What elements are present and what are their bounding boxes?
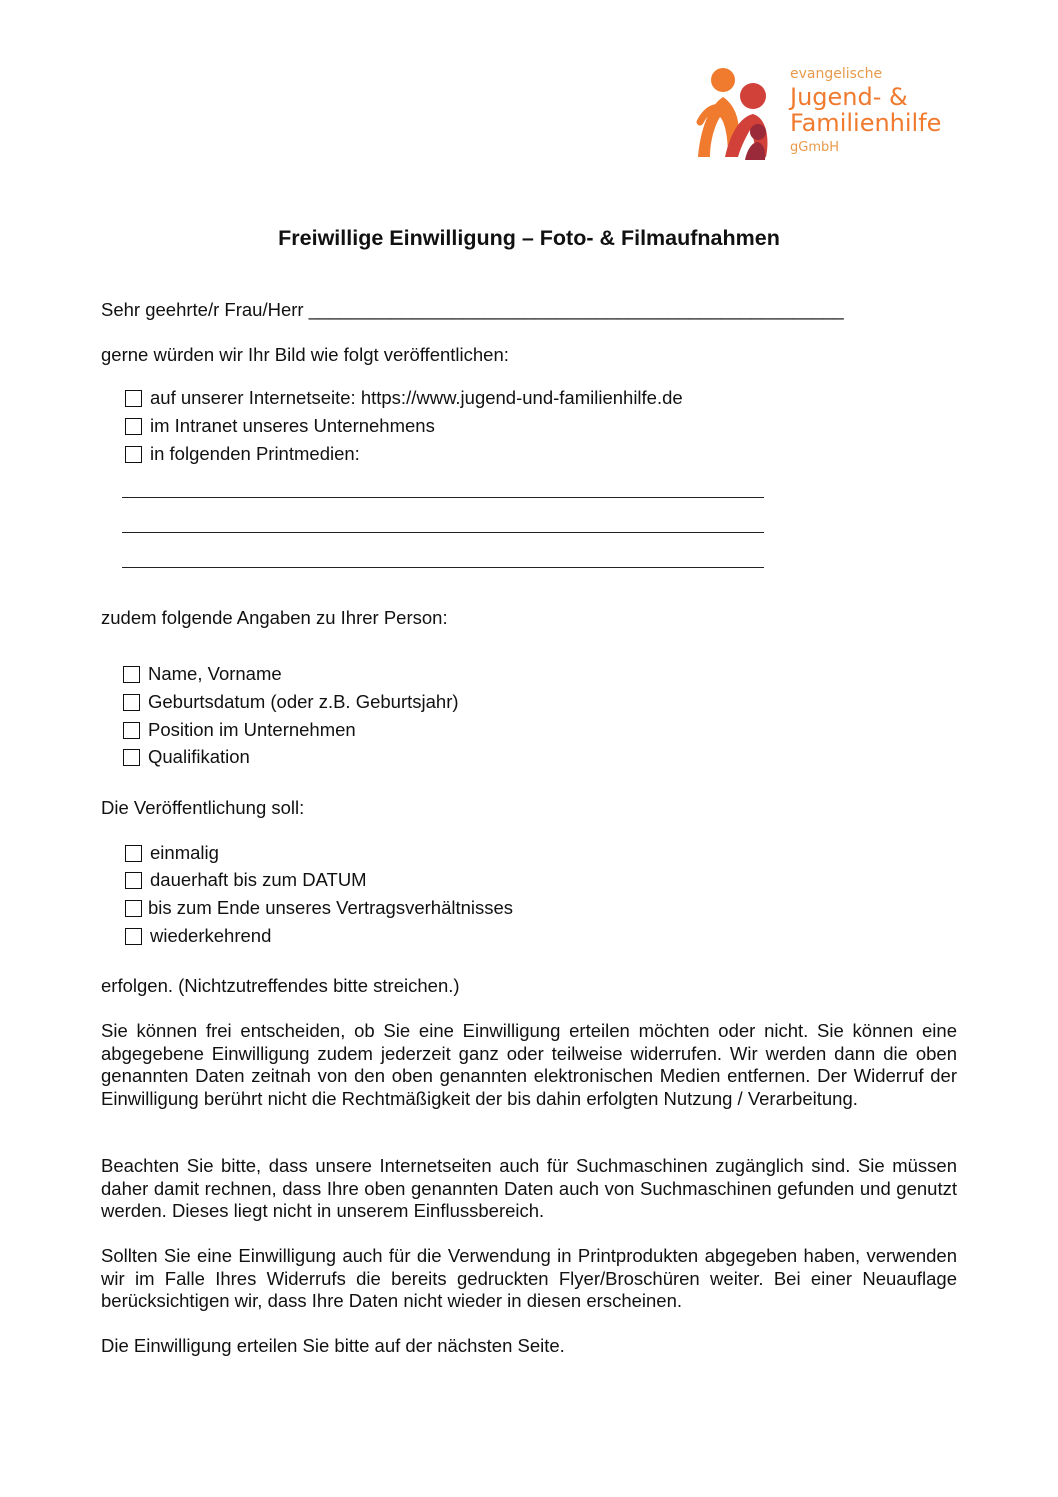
print-media-line-3[interactable]	[122, 567, 764, 568]
checkbox[interactable]	[125, 418, 142, 435]
option-label: Qualifikation	[148, 746, 250, 767]
salutation-line[interactable]: Sehr geehrte/r Frau/Herr ____________________________________________________	[101, 299, 844, 320]
intro-text: gerne würden wir Ihr Bild wie folgt veröffentlichen:	[101, 344, 509, 365]
checkbox[interactable]	[125, 900, 142, 917]
checkbox[interactable]	[125, 845, 142, 862]
option-label: wiederkehrend	[150, 925, 272, 946]
option-label: auf unserer Internetseite: https://www.jugend-und-familienhilfe.de	[150, 387, 683, 408]
checkbox[interactable]	[125, 872, 142, 889]
option-label: dauerhaft bis zum DATUM	[150, 869, 367, 890]
print-media-line-1[interactable]	[122, 497, 764, 498]
print-media-line-2[interactable]	[122, 532, 764, 533]
option-intranet[interactable]	[125, 415, 435, 437]
option-label: Name, Vorname	[148, 663, 282, 684]
checkbox[interactable]	[123, 666, 140, 683]
option-position[interactable]	[123, 719, 356, 741]
duration-intro: Die Veröffentlichung soll:	[101, 797, 305, 818]
logo-text-line2: Jugend- &	[790, 83, 908, 111]
person-intro: zudem folgende Angaben zu Ihrer Person:	[101, 607, 448, 628]
checkbox[interactable]	[125, 446, 142, 463]
option-label: Geburtsdatum (oder z.B. Geburtsjahr)	[148, 691, 459, 712]
checkbox[interactable]	[125, 928, 142, 945]
option-contract-end[interactable]	[125, 897, 513, 919]
paragraph-search-engines: Beachten Sie bitte, dass unsere Internetseiten auch für Suchmaschinen zugänglich sind. Sie müssen daher damit rechnen, dass Ihre oben genannten Daten auch von Suchmaschinen gefunden und genutzt werden. Dieses liegt nicht in unserem Einflussbereich.	[101, 1155, 957, 1221]
option-label: im Intranet unseres Unternehmens	[150, 415, 435, 436]
paragraph-revocation: Sie können frei entscheiden, ob Sie eine Einwilligung erteilen möchten oder nicht. Sie können eine abgegebene Einwilligung zudem jederzeit ganz oder teilweise widerrufen. Wir werden dann die oben genannten Daten zeitnah von den oben genannten elektronischen Medien entfernen. Der Widerruf der Einwilligung berührt nicht die Rechtmäßigkeit der bis dahin erfolgten Nutzung / Verarbeitung.	[101, 1020, 957, 1109]
option-label: in folgenden Printmedien:	[150, 443, 360, 464]
paragraph-print-products: Sollten Sie eine Einwilligung auch für die Verwendung in Printprodukten abgegeben haben, verwenden wir im Falle Ihres Widerrufs die bereits gedruckten Flyer/Broschüren weiter. Bei einer Neuauflage berücksichtigen wir, dass Ihre Daten nicht wieder in diesen erscheinen.	[101, 1245, 957, 1311]
option-label: Position im Unternehmen	[148, 719, 356, 740]
logo-text-line1: evangelische	[790, 66, 883, 82]
option-recurring[interactable]	[125, 925, 271, 947]
option-birthdate[interactable]	[123, 691, 459, 713]
option-print[interactable]	[125, 443, 360, 465]
checkbox[interactable]	[123, 722, 140, 739]
document-title: Freiwillige Einwilligung – Foto- & Filmaufnahmen	[278, 226, 780, 250]
option-label: einmalig	[150, 842, 219, 863]
logo-text-line4: gGmbH	[790, 140, 840, 155]
option-permanent[interactable]	[125, 869, 367, 891]
option-qualification[interactable]	[123, 746, 250, 768]
option-name[interactable]	[123, 663, 282, 685]
duration-outro: erfolgen. (Nichtzutreffendes bitte streichen.)	[101, 975, 460, 996]
checkbox[interactable]	[123, 749, 140, 766]
checkbox[interactable]	[123, 694, 140, 711]
option-once[interactable]	[125, 842, 219, 864]
checkbox[interactable]	[125, 390, 142, 407]
option-label: bis zum Ende unseres Vertragsverhältnisses	[148, 897, 514, 918]
logo-text-line3: Familienhilfe	[790, 109, 942, 137]
paragraph-next-page: Die Einwilligung erteilen Sie bitte auf der nächsten Seite.	[101, 1335, 565, 1356]
option-internet[interactable]	[125, 387, 683, 409]
